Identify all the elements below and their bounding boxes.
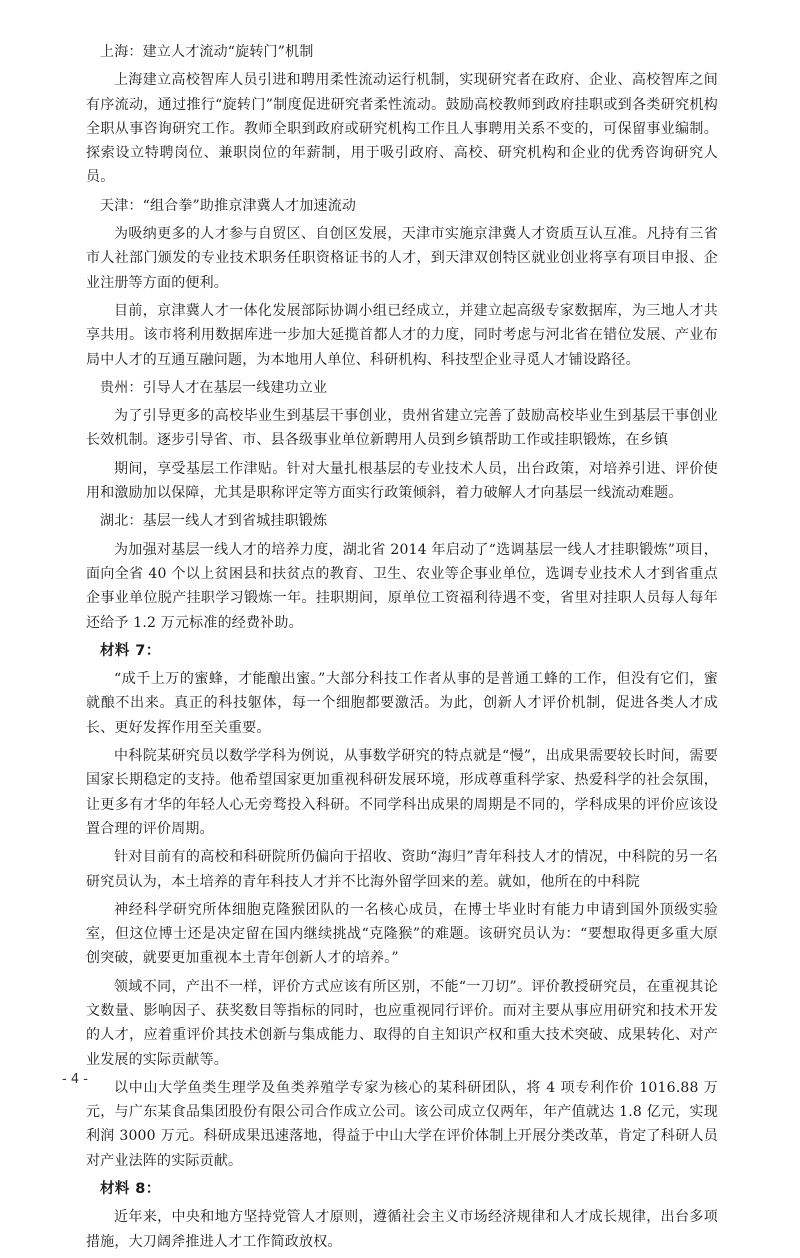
paragraph: 以中山大学鱼类生理学及鱼类养殖学专家为核心的某科研团队，将 4 项专利作价 1016.88 万元，与广东某食品集团股份有限公司合作成立公司。该公司成立仅两年，年产值就达 1.8 亿元，实现利润 3000 万元。科研成果迅速落地，得益于中山大学在评价体制上开展分类改革，肯定了科研人员对产业法阵的实际贡献。 <box>86 1079 718 1169</box>
paragraph: 领域不同，产出不一样，评价方式应该有所区别，不能“一刀切”。评价教授研究员，在重视其论文数量、影响因子、获奖数目等指标的同时，也应重视同行评价。而对主要从事应用研究和技术开发的人才，应着重评价其技术创新与集成能力、取得的自主知识产权和重大技术突破、成果转化、对产业发展的实际贡献等。 <box>86 978 718 1068</box>
document-page <box>86 40 718 1258</box>
page-number: - 4 - <box>62 1072 88 1087</box>
section-heading-shanghai: 上海：建立人才流动“旋转门”机制 <box>100 44 314 60</box>
paragraph: “成千上万的蜜蜂，才能酿出蜜。”大部分科技工作者从事的是普通工蜂的工作，但没有它们，蜜就酿不出来。真正的科技躯体，每一个细胞都要激活。为此，创新人才评价机制，促进各类人才成长、更好发挥作用至关重要。 <box>86 671 718 736</box>
material-7-heading: 材料 7： <box>100 642 161 659</box>
paragraph: 神经科学研究所体细胞克隆猴团队的一名核心成员，在博士毕业时有能力申请到国外顶级实验室，但这位博士还是决定留在国内继续挑战“克隆猴”的难题。该研究员认为：“要想取得更多重大原创突破，就要更加重视本土青年创新人才的培养。” <box>86 901 718 967</box>
paragraph: 为加强对基层一线人才的培养力度，湖北省 2014 年启动了“选调基层一线人才挂职锻炼”项目，面向全省 40 个以上贫困县和扶贫点的教育、卫生、农业等企事业单位，选调专业技术人才到省重点企事业单位脱产挂职学习锻炼一年。挂职期间，原单位工资福利待遇不变，省里对挂职人员每人每年还给予 1.2 万元标准的经费补助。 <box>86 541 718 631</box>
section-heading-tianjin: 天津：“组合拳”助推京津冀人才加速流动 <box>100 197 357 214</box>
paragraph: 为了引导更多的高校毕业生到基层干事创业，贵州省建立完善了鼓励高校毕业生到基层干事创业长效机制。逐步引导省、市、县各级事业单位新聘用人员到乡镇帮助工作或挂职锻炼，在乡镇 <box>86 408 718 449</box>
paragraph: 中科院某研究员以数学学科为例说，从事数学研究的特点就是“慢”，出成果需要较长时间，需要国家长期稳定的支持。他希望国家更加重视科研发展环境，形成尊重科学家、热爱科学的社会氛围，让更多有才华的年轻人心无旁骛投入科研。不同学科出成果的周期是不同的，学科成果的评价应该设置合理的评价周期。 <box>86 748 718 837</box>
paragraph: 期间，享受基层工作津贴。针对大量扎根基层的专业技术人员，出台政策，对培养引进、评价使用和激励加以保障，尤其是职称评定等方面实行政策倾斜，着力破解人才向基层一线流动难题。 <box>86 460 718 502</box>
material-8-heading: 材料 8： <box>100 1181 161 1198</box>
paragraph: 上海建立高校智库人员引进和聘用柔性流动运行机制，实现研究者在政府、企业、高校智库之间有序流动，通过推行“旋转门”制度促进研究者柔性流动。鼓励高校教师到政府挂职或到各类研究机构全职从事咨询研究工作。教师全职到政府或研究机构工作且人事聘用关系不变的，可保留事业编制。探索设立特聘岗位、兼职岗位的年薪制，用于吸引政府、高校、研究机构和企业的优秀咨询研究人员。 <box>86 72 718 186</box>
paragraph: 为吸纳更多的人才参与自贸区、自创区发展，天津市实施京津冀人才资质互认互准。凡持有三省市人社部门颁发的专业技术职务任职资格证书的人才，到天津双创特区就业创业将享有项目申报、企业注册等方面的便利。 <box>86 226 718 291</box>
section-heading-hubei: 湖北：基层一线人才到省城挂职锻炼 <box>100 513 328 530</box>
paragraph: 近年来，中央和地方坚持党管人才原则，遵循社会主义市场经济规律和人才成长规律，出台多项措施，大刀阔斧推进人才工作简政放权。 <box>86 1209 718 1250</box>
section-heading-guizhou: 贵州：引导人才在基层一线建功立业 <box>100 379 328 396</box>
paragraph: 针对目前有的高校和科研院所仍偏向于招收、资助“海归”青年科技人才的情况，中科院的另一名研究员认为，本土培养的青年科技人才并不比海外留学回来的差。就如，他所在的中科院 <box>86 849 718 890</box>
paragraph: 目前，京津冀人才一体化发展部际协调小组已经成立，并建立起高级专家数据库，为三地人才共享共用。该市将利用数据库进一步加大延揽首都人才的力度，同时考虑与河北省在错位发展、产业布局中人才的互通互融问题，为本地用人单位、科研机构、科技型企业寻觅人才铺设路径。 <box>86 302 718 368</box>
